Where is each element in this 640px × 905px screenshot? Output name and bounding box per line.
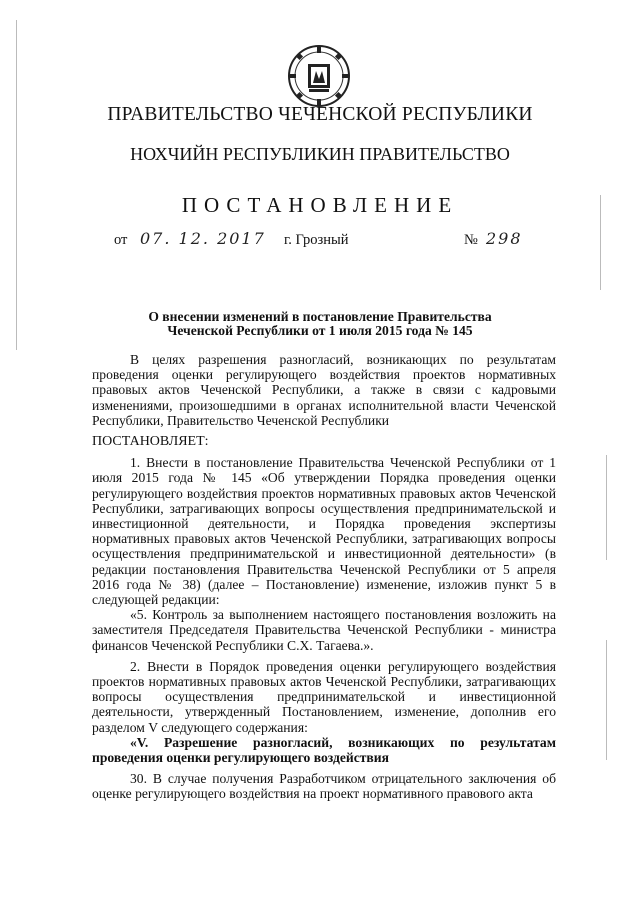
government-title-chechen: НОХЧИЙН РЕСПУБЛИКИН ПРАВИТЕЛЬСТВО	[130, 144, 510, 164]
paragraph-item-5-text: «5. Контроль за выполнением настоящего постановления возложить на заместителя Председателя Правительства Чеченской Республики - министра финансов Чеченской Республики С.Х. Тагаева.».	[92, 607, 556, 653]
number-prefix: №	[464, 232, 478, 248]
date-value: 07. 12. 2017	[140, 229, 266, 248]
date-prefix: от	[114, 232, 128, 248]
scan-artifact-right-top	[600, 195, 601, 290]
document-subject	[90, 310, 550, 338]
paragraph-item-1: 1. Внести в постановление Правительства Чеченской Республики от 1 июля 2015 года № 145 «Об утверждении Порядка проведения оценки регулирующего воздействия проектов нормативных правовых актов Чеченской Республики, затрагивающих вопросы осуществления предпринимательской и инвестиционной деятельности, и Порядка проведения экспертизы нормативных правовых актов Чеченской Республики, затрагивающих вопросы осуществления предпринимательской и инвестиционной деятельности» (в редакции постановления Правительства Чеченской Республики от 5 апреля 2016 года № 38) (далее – Постановление) изменение, изложив пункт 5 в следующей редакции:	[92, 455, 556, 608]
scan-artifact-right-mid	[606, 455, 607, 560]
section-v-heading: «V. Разрешение разногласий, возникающих по результатам проведения оценки регулирующего воздействия	[92, 734, 556, 766]
subject-line-1: О внесении изменений в постановление Правительства	[148, 309, 492, 324]
government-title: ПРАВИТЕЛЬСТВО ЧЕЧЕНСКОЙ РЕСПУБЛИКИ	[107, 104, 533, 125]
paragraph-preamble: В целях разрешения разногласий, возникающих по результатам проведения оценки регулирующего воздействия проектов нормативных правовых актов Чеченской Республики, а также в связи с кадровыми изменениями, произошедшими в органах исполнительной власти Чеченской Республики, Правительство Чеченской Республики	[92, 352, 556, 428]
coat-of-arms-icon	[285, 42, 353, 110]
city-label: г. Грозный	[284, 232, 349, 248]
paragraph-item-30: 30. В случае получения Разработчиком отрицательного заключения об оценке регулирующего воздействия на проект нормативного правового акта	[92, 771, 556, 802]
document-type: ПОСТАНОВЛЕНИЕ	[181, 193, 459, 217]
subject-line-2: Чеченской Республики от 1 июля 2015 года № 145	[167, 323, 473, 338]
scan-artifact-right-bottom	[606, 640, 607, 760]
document-body	[92, 352, 556, 802]
paragraph-item-2: 2. Внести в Порядок проведения оценки регулирующего воздействия проектов нормативных правовых актов Чеченской Республики, затрагивающих вопросы осуществления предпринимательской и инвестиционной деятельности, утвержденный Постановлением, изменение, дополнив его разделом V следующего содержания:	[92, 658, 556, 735]
decree-word: ПОСТАНОВЛЯЕТ:	[92, 434, 209, 450]
number-value: 298	[486, 229, 523, 248]
scan-artifact-left	[16, 20, 17, 350]
